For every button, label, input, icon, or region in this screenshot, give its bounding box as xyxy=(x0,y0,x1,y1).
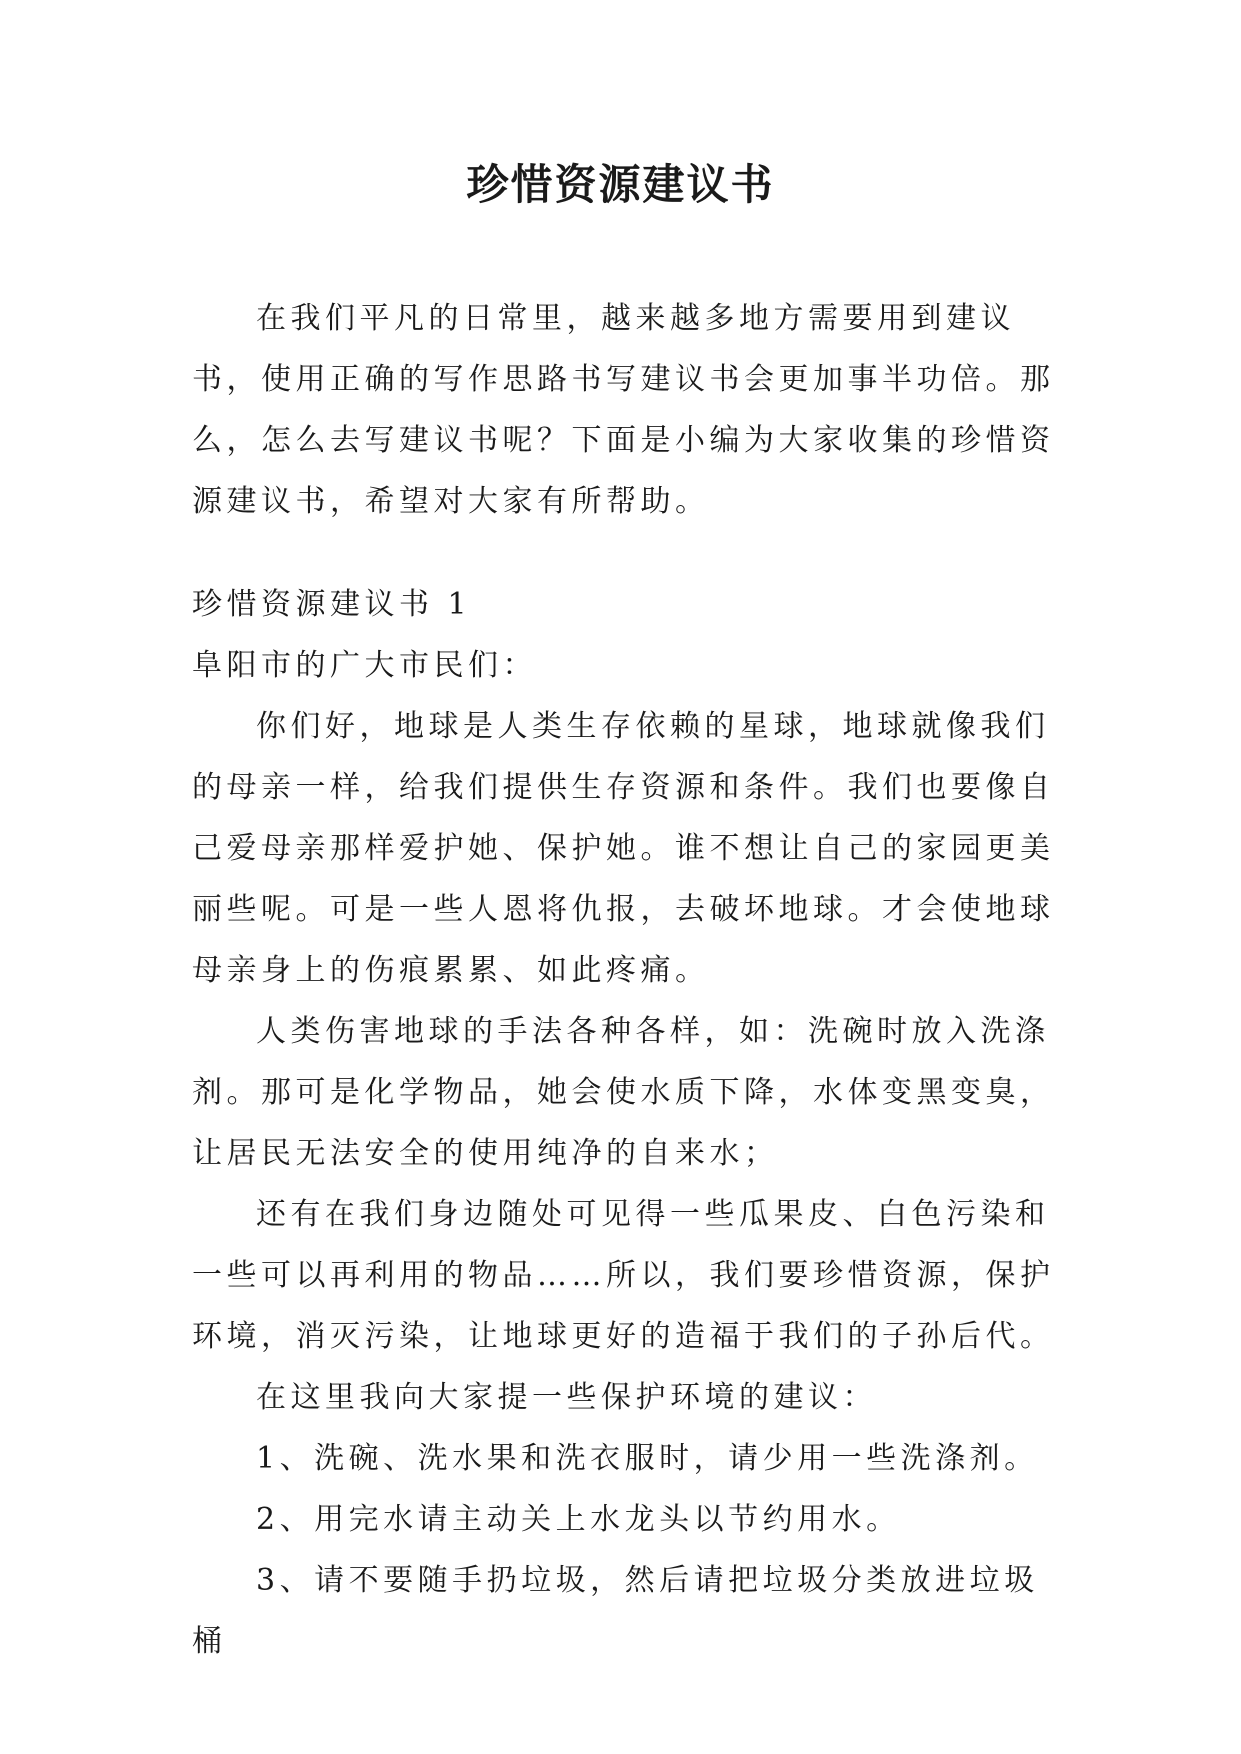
body-paragraph: 人类伤害地球的手法各种各样，如：洗碗时放入洗涤剂。那可是化学物品，她会使水质下降，水体变黑变臭，让居民无法安全的使用纯净的自来水； xyxy=(192,1014,1055,1171)
body-paragraph: 还有在我们身边随处可见得一些瓜果皮、白色污染和一些可以再利用的物品……所以，我们要珍惜资源，保护环境，消灭污染，让地球更好的造福于我们的子孙后代。 xyxy=(192,1197,1055,1354)
body-paragraph: 在这里我向大家提一些保护环境的建议： xyxy=(256,1380,877,1415)
salutation: 阜阳市的广大市民们： xyxy=(192,648,537,683)
suggestion-item: 3、请不要随手扔垃圾，然后请把垃圾分类放进垃圾桶 xyxy=(192,1563,1039,1659)
body-paragraph: 你们好，地球是人类生存依赖的星球，地球就像我们的母亲一样，给我们提供生存资源和条件。我们也要像自己爱母亲那样爱护她、保护她。谁不想让自己的家园更美丽些呢。可是一些人恩将仇报，去破坏地球。才会使地球母亲身上的伤痕累累、如此疼痛。 xyxy=(192,709,1055,988)
suggestion-item: 2、用完水请主动关上水龙头以节约用水。 xyxy=(256,1502,901,1537)
section-heading: 珍惜资源建议书 1 xyxy=(192,587,472,622)
document-title: 珍惜资源建议书 xyxy=(466,160,775,209)
intro-paragraph: 在我们平凡的日常里，越来越多地方需要用到建议书，使用正确的写作思路书写建议书会更加事半功倍。那么，怎么去写建议书呢？下面是小编为大家收集的珍惜资源建议书，希望对大家有所帮助。 xyxy=(192,301,1055,519)
letter-body xyxy=(192,696,1062,1672)
suggestion-item: 1、洗碗、洗水果和洗衣服时，请少用一些洗涤剂。 xyxy=(256,1441,1039,1476)
